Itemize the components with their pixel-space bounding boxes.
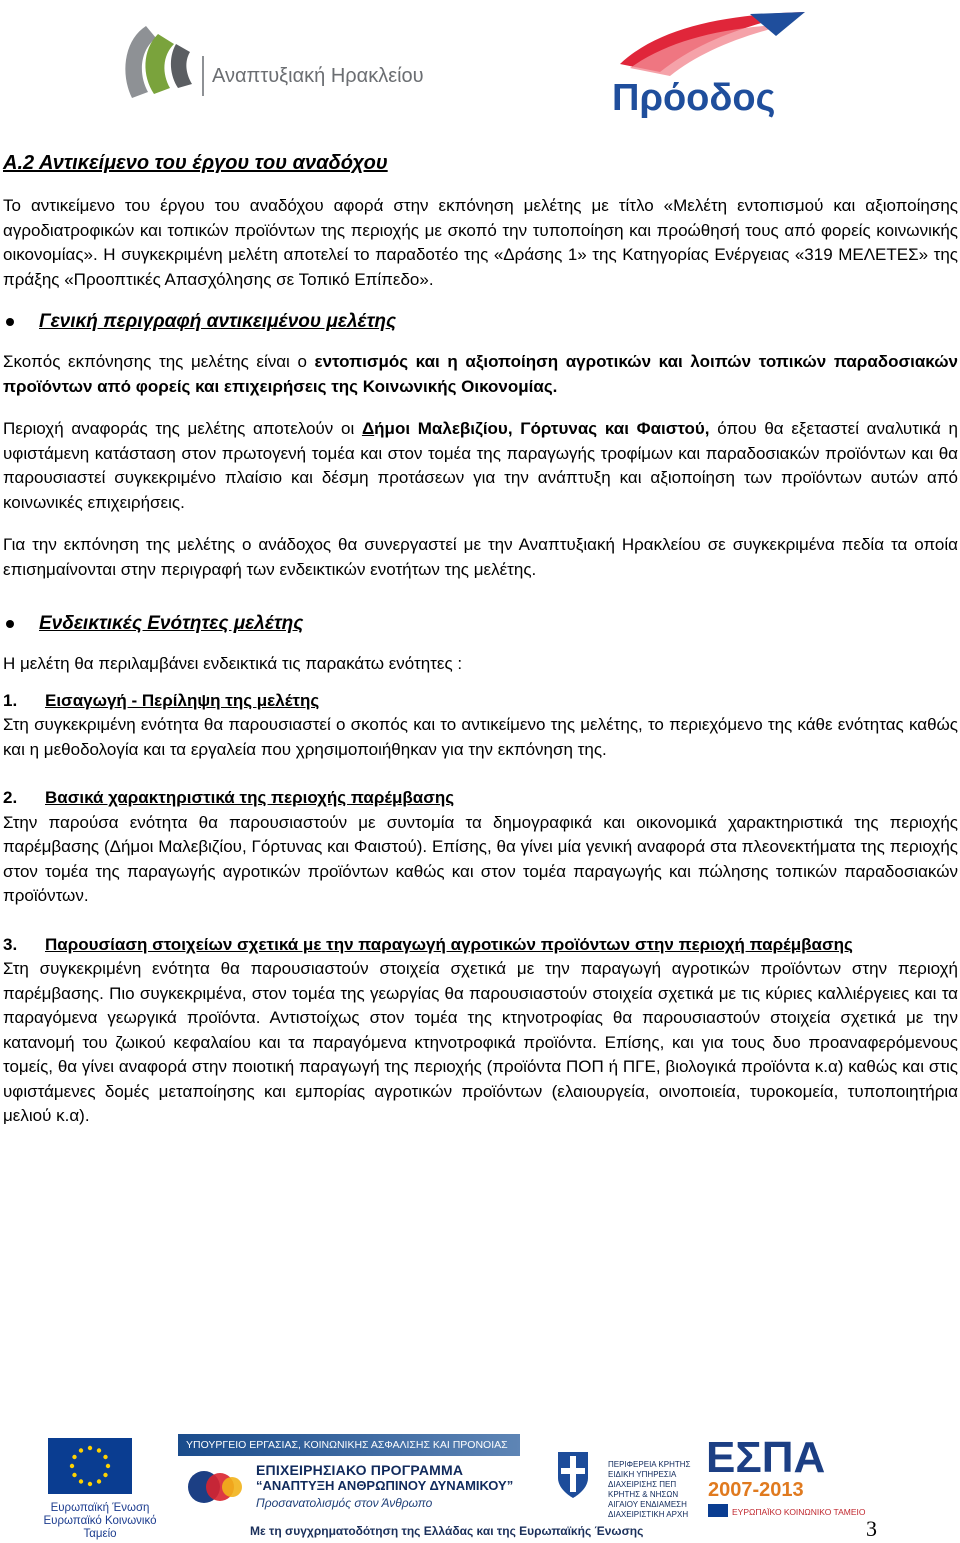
- section-title: Α.2 Αντικείμενο του έργου του αναδόχου: [3, 152, 388, 174]
- espa-logo: [702, 1432, 877, 1522]
- general-description-heading: [3, 310, 958, 334]
- indicative-sections-heading-text: Ενδεικτικές Ενότητες μελέτης: [39, 613, 304, 634]
- region-rest: όπου θα εξεταστεί αναλυτικά η υφιστάμενη κατάσταση στον πρωτογενή τομέα και στον τομέα της παραγωγής τροφίμων και παραδοσιακών προϊόντων και θα παρουσιαστεί συγκεκριμένο πλαίσιο και δέσμη προτάσεων για την ανάπτυξη και αξιοποίηση των προϊόντων αυτών από κοινωνικές επιχειρήσεις.: [3, 419, 958, 512]
- eu-caption: Ευρωπαϊκή Ένωση Ευρωπαϊκό Κοινωνικό Ταμείο: [43, 1502, 157, 1540]
- indicative-intro: Η μελέτη θα περιλαμβάνει ενδεικτικά τις παρακάτω ενότητες :: [3, 654, 463, 673]
- section-3-heading: [3, 933, 958, 958]
- section-3-title: Παρουσίαση στοιχείων σχετικά με την παραγωγή αγροτικών προϊόντων στην περιοχή παρέμβασης: [45, 934, 853, 954]
- section-2-text: Στην παρούσα ενότητα θα παρουσιαστούν με συντομία τα δημογραφικά και οικονομικά χαρακτηριστικά της περιοχής παρέμβασης (Δήμοι Μαλεβιζίου, Γόρτυνας και Φαιστού). Επίσης, θα γίνει μία γενική αναφορά στα πλεονεκτήματα της περιοχής στον τομέα της παραγωγής αγροτικών προϊόντων καθώς και στον τομέα παραγωγής και πώλησης τοπικών παραδοσιακών προϊόντων.: [3, 812, 958, 905]
- programme-title: ΕΠΙΧΕΙΡΗΣΙΑΚΟ ΠΡΟΓΡΑΜΜΑ: [256, 1462, 464, 1478]
- region-paragraph: [3, 417, 958, 515]
- operational-programme-logo: [178, 1458, 520, 1516]
- section-item-3: [3, 933, 958, 1129]
- anaptyxiaki-logo: [118, 18, 448, 123]
- proodos-logo-text: Πρόοδος: [612, 77, 776, 119]
- greek-coat-of-arms-icon: [548, 1444, 598, 1504]
- anaptyxiaki-logo-text: Αναπτυξιακή Ηρακλείου: [212, 65, 424, 87]
- section-1-number: 1.: [3, 690, 18, 710]
- espa-logo-fund: ΕΥΡΩΠΑΪΚΟ ΚΟΙΝΩΝΙΚΟ ΤΑΜΕΙΟ: [732, 1507, 866, 1517]
- intro-paragraph: Το αντικείμενο του έργου του αναδόχου αφορά στην εκπόνηση μελέτης με τίτλο «Μελέτη εντοπισμού και αξιοποίησης αγροδιατροφικών και τοπικών προϊόντων της περιοχής με σκοπό την τυποποίηση και προώθησή τους από φορείς κοινωνικής οικονομίας». Η συγκεκριμένη μελέτη αποτελεί το παραδοτέο της «Δράσης 1» της Κατηγορίας Ενέργειας «319 ΜΕΛΕΤΕΣ» της πράξης «Προοπτικές Απασχόλησης σε Τοπικό Επίπεδο».: [3, 196, 958, 289]
- programme-emblem-icon: [184, 1464, 246, 1510]
- section-1-text: Στη συγκεκριμένη ενότητα θα παρουσιαστεί ο σκοπός και το αντικείμενο της μελέτης, το περιεχόμενο της κάθε ενότητας καθώς και η μεθοδολογία και τα εργαλεία που χρησιμοποιήθηκαν για την εκπόνηση της.: [3, 715, 958, 759]
- cofinancing-statement: Με τη συγχρηματοδότηση της Ελλάδας και της Ευρωπαϊκής Ένωσης: [250, 1524, 644, 1538]
- cooperation-paragraph: Για την εκπόνηση της μελέτης ο ανάδοχος θα συνεργαστεί με την Αναπτυξιακή Ηρακλείου σε συγκεκριμένα πεδία τα οποία επισημαίνονται στην περιγραφή των ενδεικτικών ενοτήτων της μελέτης.: [3, 535, 958, 579]
- espa-logo-title: ΕΣΠΑ: [706, 1433, 826, 1482]
- general-description-heading-text: Γενική περιγραφή αντικειμένου μελέτης: [39, 311, 397, 332]
- section-item-2: [3, 786, 958, 909]
- bullet-icon: [6, 318, 14, 326]
- purpose-lead: Σκοπός εκπόνησης της μελέτης είναι ο: [3, 352, 315, 371]
- section-2-title: Βασικά χαρακτηριστικά της περιοχής παρέμβασης: [45, 788, 455, 807]
- region-bold: ήμοι Μαλεβιζίου, Γόρτυνας και Φαιστού,: [374, 419, 710, 438]
- programme-motto: Προσανατολισμός στον Άνθρωπο: [256, 1496, 433, 1510]
- section-3-number: 3.: [3, 934, 18, 954]
- footer: [0, 1418, 960, 1543]
- section-item-1: [3, 689, 958, 763]
- section-2-heading: [3, 786, 958, 811]
- bullet-icon: [6, 620, 14, 628]
- section-1-title: Εισαγωγή - Περίληψη της μελέτης: [45, 690, 320, 710]
- region-authority-caption: ΠΕΡΙΦΕΡΕΙΑ ΚΡΗΤΗΣ ΕΙΔΙΚΗ ΥΠΗΡΕΣΙΑ ΔΙΑΧΕΙΡΙΣΗΣ ΠΕΠ ΚΡΗΤΗΣ & ΝΗΣΩΝ ΑΙΓΑΙΟΥ ΕΝΔΙΑΜΕΣΗ ΔΙΑΧΕΙΡΙΣΤΙΚΗ ΑΡΧΗ: [608, 1460, 691, 1519]
- ministry-banner: ΥΠΟΥΡΓΕΙΟ ΕΡΓΑΣΙΑΣ, ΚΟΙΝΩΝΙΚΗΣ ΑΣΦΑΛΙΣΗΣ ΚΑΙ ΠΡΟΝΟΙΑΣ: [178, 1434, 520, 1456]
- page-number: 3: [866, 1516, 877, 1541]
- indicative-sections-heading: [3, 612, 958, 636]
- proodos-logo: [600, 6, 815, 121]
- purpose-paragraph: [3, 350, 958, 399]
- main-content: [3, 150, 958, 1145]
- section-1-heading: [3, 689, 958, 714]
- purpose-bold: εντοπισμός και η αξιοποίηση αγροτικών και λοιπών τοπικών παραδοσιακών προϊόντων από φορείς και επιχειρήσεις της Κοινωνικής Οικονομίας.: [3, 352, 959, 396]
- section-3-text: Στη συγκεκριμένη ενότητα θα παρουσιαστούν στοιχεία σχετικά με την παραγωγή αγροτικών προϊόντων στην περιοχή παρέμβασης. Πιο συγκεκριμένα, στον τομέα της γεωργίας θα παρουσιαστούν στοιχεία σχετικά με τις κύριες καλλιέργειες και τα παραγόμενα γεωργικά προϊόντα. Αντιστοίχως στον τομέα της κτηνοτροφίας θα παρουσιαστούν στοιχεία σχετικά με την κατανομή του ζωικού κεφαλαίου και τα παραγόμενα κτηνοτροφικά προϊόντα. Επίσης, και για τους δυο προαναφερόμενους τομείς, θα γίνει αναφορά στην ποιοτική παραγωγή της περιοχής (προϊόντα ΠΟΠ ή ΠΓΕ, βιολογικά προϊόντα κ.α) καθώς και στις υφιστάμενες δομές μεταποίησης και εμπορίας αγροτικών προϊόντων (ελαιουργεία, οινοποιεία, τυροκομεία, τυποποιητήρια μελιού κ.α).: [3, 959, 958, 1125]
- section-2-number: 2.: [3, 788, 18, 807]
- espa-logo-years: 2007-2013: [708, 1479, 804, 1501]
- region-lead: Περιοχή αναφοράς της μελέτης αποτελούν οι: [3, 419, 362, 438]
- region-bold-initial: Δ: [361, 419, 375, 438]
- programme-name: “ΑΝΑΠΤΥΞΗ ΑΝΘΡΩΠΙΝΟΥ ΔΥΝΑΜΙΚΟΥ”: [256, 1478, 514, 1493]
- eu-flag-icon: [48, 1438, 132, 1494]
